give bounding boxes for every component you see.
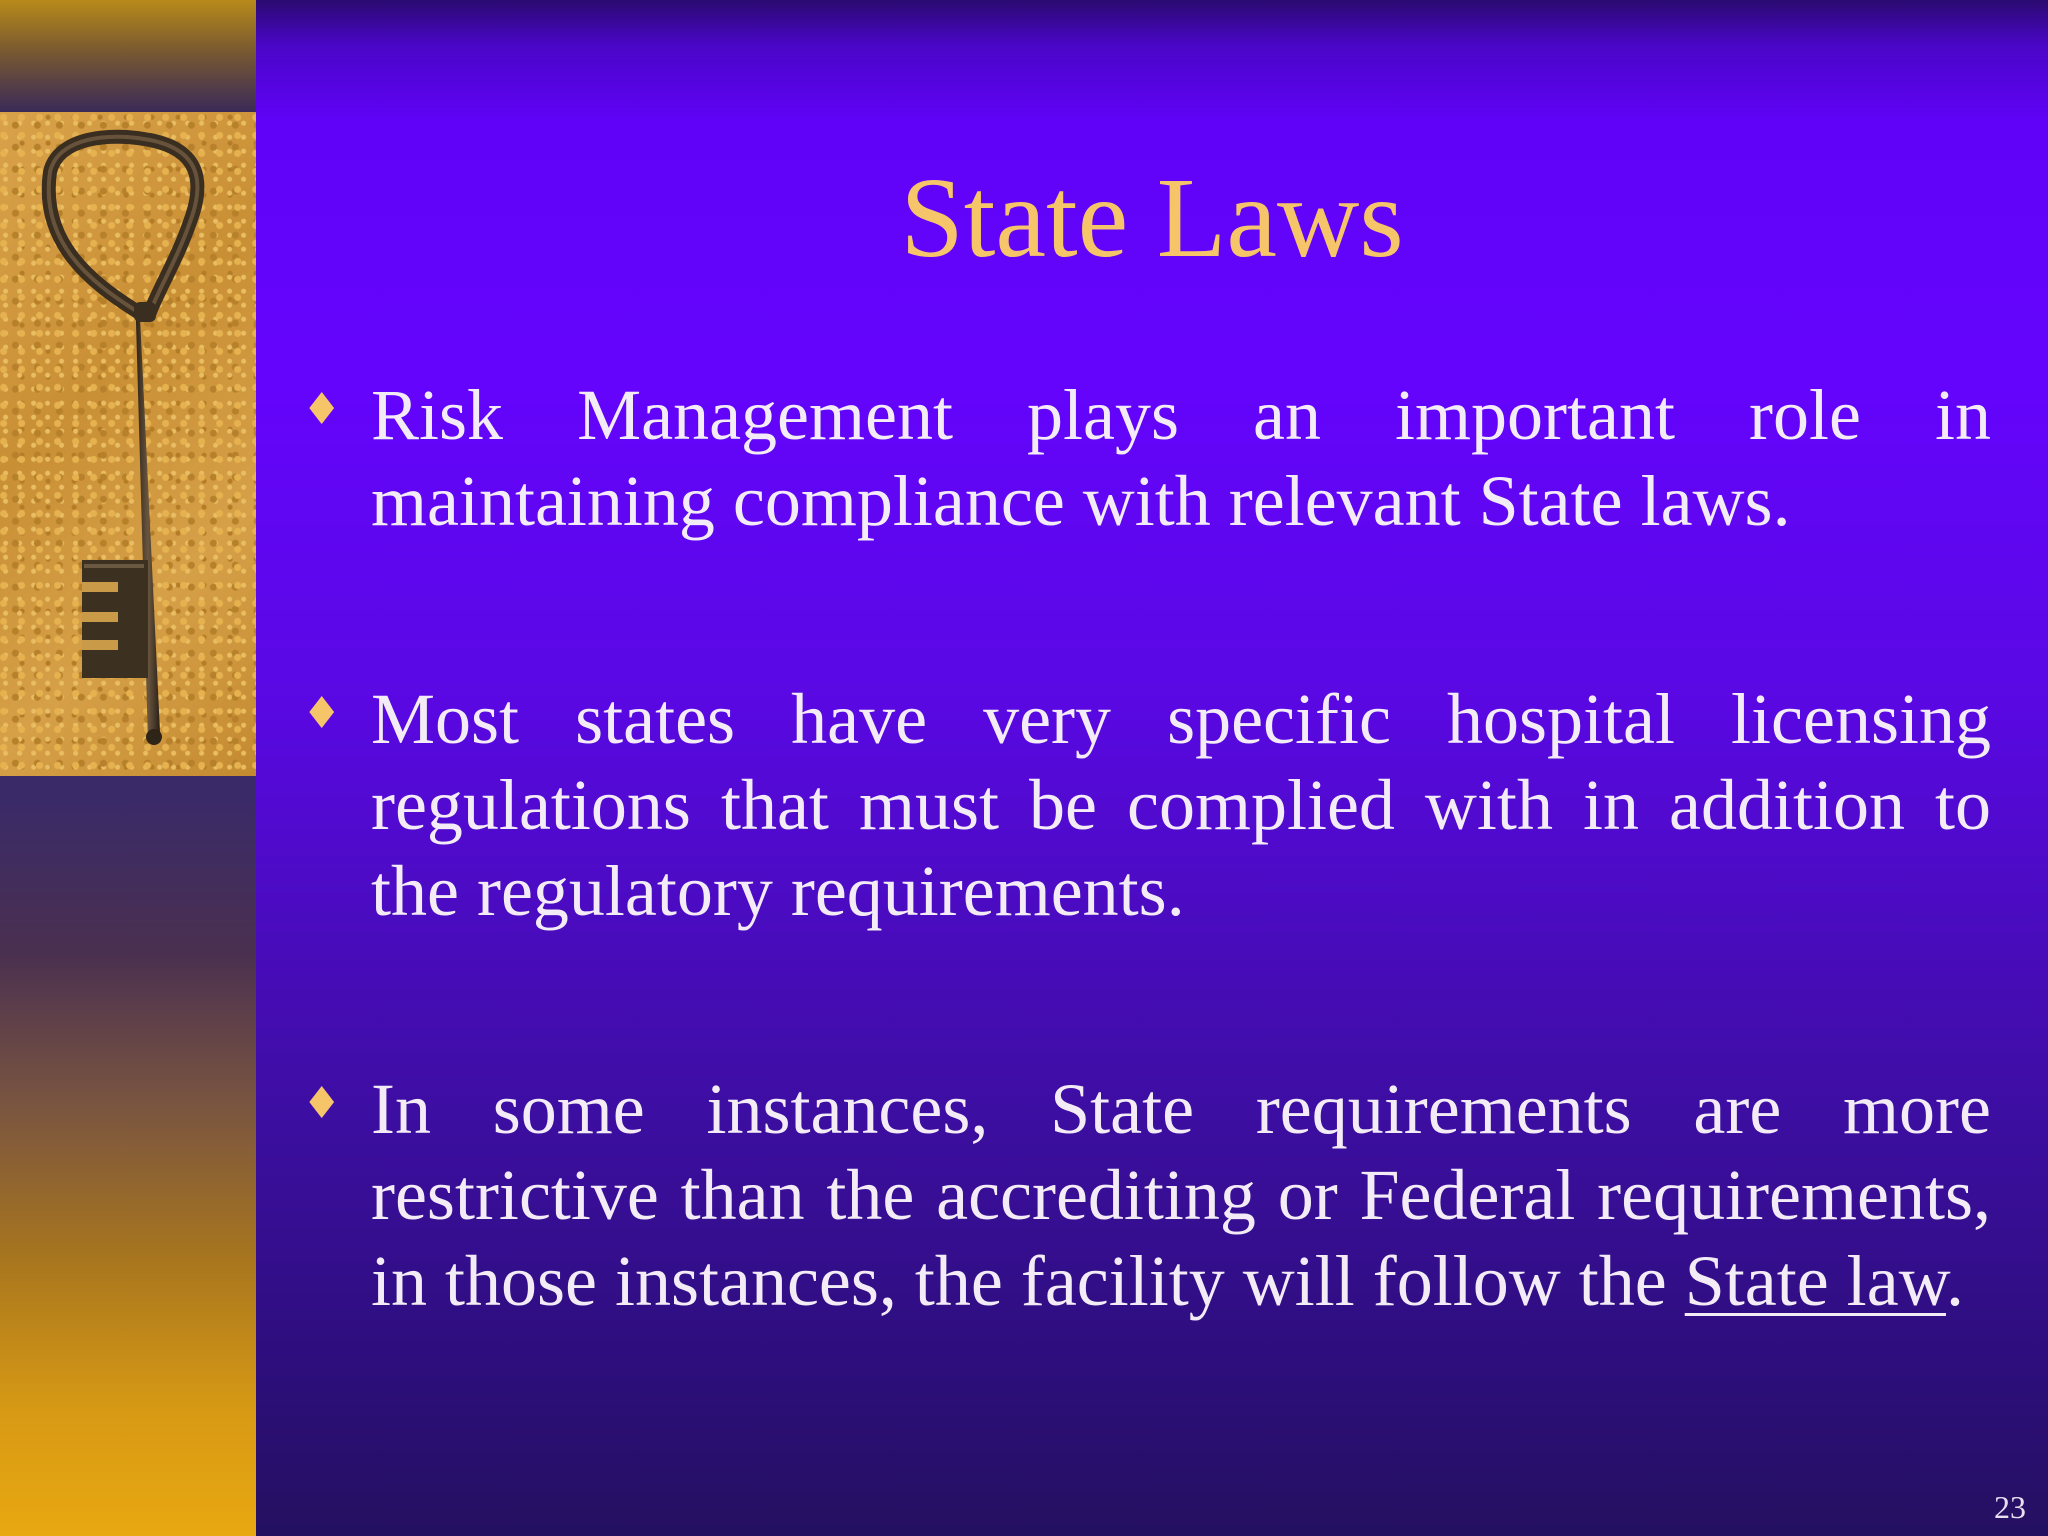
bullet-text-3-tail: . xyxy=(1945,1241,1964,1321)
slide-content-panel xyxy=(256,0,2048,1536)
key-image xyxy=(0,112,256,776)
slide-title: State Laws xyxy=(900,154,1404,281)
bullet-text-1: Risk Management plays an important role in maintaining compliance with relevant State laws. xyxy=(371,375,1991,541)
left-strip-top-band xyxy=(0,0,256,112)
diamond-bullet-icon: ♦ xyxy=(302,688,342,739)
bullet-text-3-lead: In some instances, State requirements are more restrictive than the accrediting or Federal requirements, in those instances, the facility will follow the xyxy=(371,1069,1991,1321)
bullet-text-3 xyxy=(371,1066,1991,1324)
page-number: 23 xyxy=(1994,1489,2026,1525)
diamond-bullet-icon: ♦ xyxy=(302,384,342,435)
bullet-text-2: Most states have very specific hospital licensing regulations that must be complied with in addition to the regulatory requirements. xyxy=(371,679,1991,931)
skeleton-key-icon xyxy=(0,112,256,776)
state-law-link[interactable]: State law xyxy=(1684,1241,1946,1321)
diamond-bullet-icon: ♦ xyxy=(302,1078,342,1129)
